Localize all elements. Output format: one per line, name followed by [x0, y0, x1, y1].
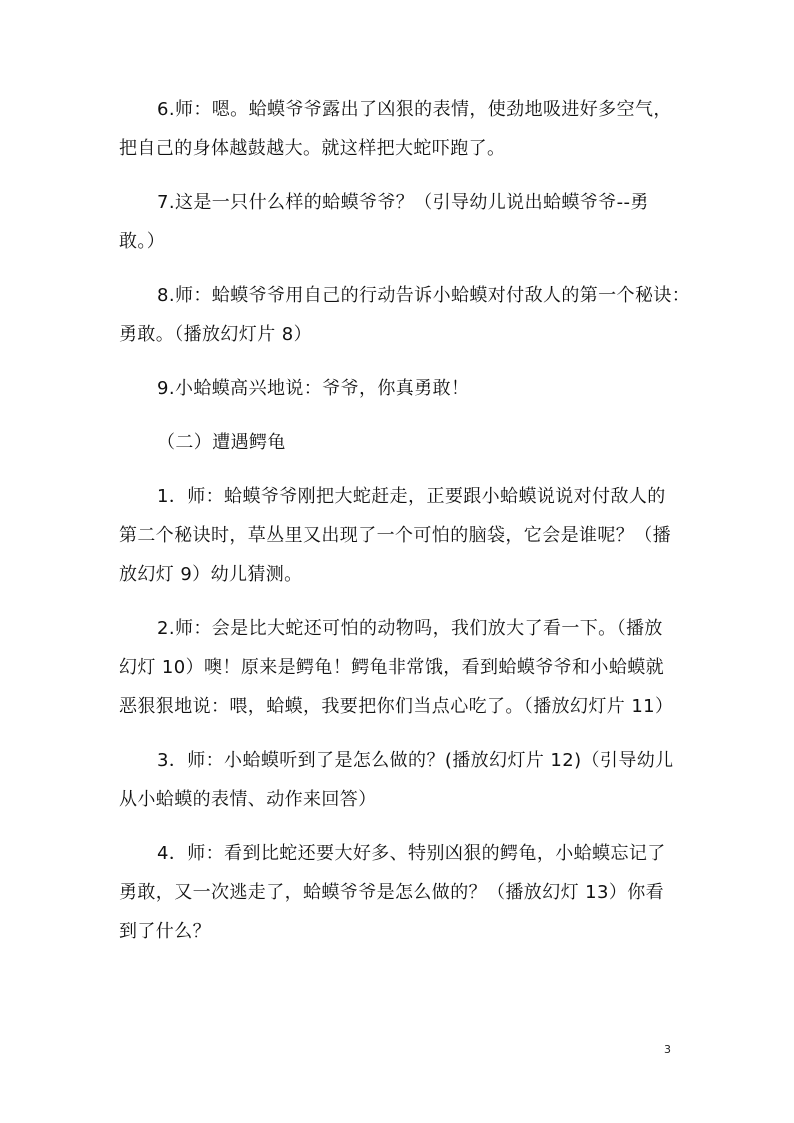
- paragraph-8: [119, 276, 689, 354]
- text-line: 3．师：小蛤蟆听到了是怎么做的？(播放幻灯片 12)（引导幼儿: [157, 750, 674, 771]
- paragraph-gap: [119, 462, 689, 477]
- text-line: 恶狠狠地说：喂，蛤蟆，我要把你们当点心吃了。（播放幻灯片 11）: [119, 696, 674, 717]
- paragraph-3: [119, 741, 689, 819]
- section-heading-text: （二）遭遇鳄龟: [157, 432, 286, 453]
- text-line: 幻灯 10）噢！原来是鳄龟！鳄龟非常饿，看到蛤蟆爷爷和小蛤蟆就: [119, 657, 665, 678]
- paragraph-4: [119, 834, 689, 951]
- text-line: 6.师：嗯。蛤蟆爷爷露出了凶狠的表情，使劲地吸进好多空气，: [157, 99, 672, 120]
- paragraph-7: [119, 183, 689, 261]
- text-line: 7.这是一只什么样的蛤蟆爷爷？（引导幼儿说出蛤蟆爷爷--勇: [157, 192, 649, 213]
- paragraph-gap: [119, 819, 689, 834]
- text-line: 1．师：蛤蟆爷爷刚把大蛇赶走，正要跟小蛤蟆说说对付敌人的: [157, 486, 666, 507]
- text-line: 敢。）: [119, 231, 166, 252]
- section-heading: [119, 423, 689, 462]
- paragraph-gap: [119, 354, 689, 369]
- text-line: 把自己的身体越鼓越大。就这样把大蛇吓跑了。: [119, 138, 506, 159]
- paragraph-gap: [119, 168, 689, 183]
- paragraph-gap: [119, 726, 689, 741]
- paragraph-gap: [119, 594, 689, 609]
- paragraph-1: [119, 477, 689, 594]
- text-line: 9.小蛤蟆高兴地说：爷爷，你真勇敢！: [157, 378, 470, 399]
- text-line: 从小蛤蟆的表情、动作来回答）: [119, 789, 377, 810]
- paragraph-gap: [119, 408, 689, 423]
- text-line: 4．师：看到比蛇还要大好多、特别凶狠的鳄龟，小蛤蟆忘记了: [157, 843, 666, 864]
- paragraph-9: [119, 369, 689, 408]
- text-line: 2.师：会是比大蛇还可怕的动物吗，我们放大了看一下。（播放: [157, 618, 663, 639]
- page-number: 3: [664, 1043, 671, 1056]
- text-line: 8.师：蛤蟆爷爷用自己的行动告诉小蛤蟆对付敌人的第一个秘诀：: [157, 285, 691, 306]
- text-line: 勇敢。（播放幻灯片 8）: [119, 324, 312, 345]
- text-line: 勇敢，又一次逃走了，蛤蟆爷爷是怎么做的？（播放幻灯 13）你看: [119, 882, 665, 903]
- text-line: 第二个秘诀时，草丛里又出现了一个可怕的脑袋，它会是谁呢？（播: [119, 525, 671, 546]
- paragraph-6: [119, 90, 689, 168]
- paragraph-gap: [119, 261, 689, 276]
- document-body: [119, 90, 689, 951]
- text-line: 到了什么？: [119, 921, 211, 942]
- text-line: 放幻灯 9）幼儿猜测。: [119, 564, 303, 585]
- paragraph-2: [119, 609, 689, 726]
